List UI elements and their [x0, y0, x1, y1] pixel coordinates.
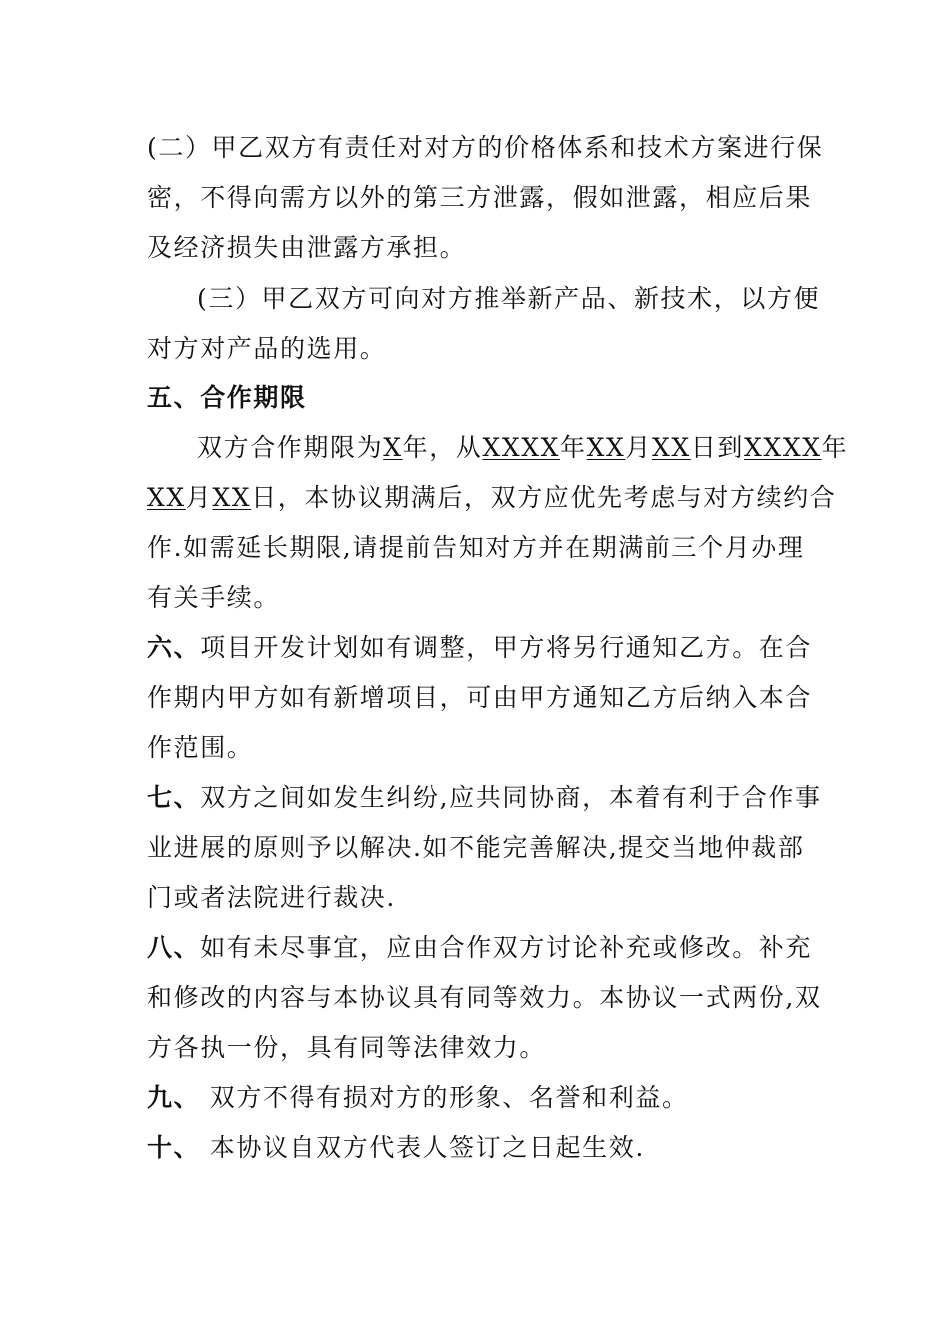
clause-4-3-line-1: (三）甲乙双方可向对方推举新产品、新技术，以方便	[197, 284, 821, 313]
section-7-line-3: 门或者法院进行裁决.	[147, 883, 396, 912]
section-7-number: 七、	[147, 783, 201, 812]
section-8-line-1	[147, 932, 812, 964]
term-years-field: X	[383, 433, 403, 462]
term-text: 月	[625, 433, 653, 462]
section-6-line-3: 作范围。	[147, 733, 254, 762]
section-10-line-1	[147, 1132, 645, 1164]
section-8-line-3: 方各执一份，具有同等法律效力。	[147, 1033, 547, 1062]
section-5-line-4: 有关手续。	[147, 583, 281, 612]
section-5-heading: 五、合作期限	[147, 383, 307, 412]
section-5-line-1	[197, 432, 848, 464]
section-6-number: 六、	[147, 633, 201, 662]
section-10-number: 十、	[147, 1133, 201, 1162]
term-text: 日到	[690, 433, 745, 462]
clause-4-2-line-3: 及经济损失由泄露方承担。	[147, 233, 467, 262]
clause-4-2-line-1: (二）甲乙双方有责任对对方的价格体系和技术方案进行保	[147, 133, 824, 162]
section-8-text: 如有未尽事宜，应由合作双方讨论补充或修改。补充	[200, 933, 813, 962]
section-7-line-1	[147, 782, 822, 814]
clause-4-2-line-2: 密，不得向需方以外的第三方泄露，假如泄露，相应后果	[147, 183, 813, 212]
end-year-field: XXXX	[744, 433, 822, 462]
term-text: 年	[560, 433, 587, 462]
start-year-field: XXXX	[482, 433, 561, 462]
section-5-line-2	[147, 482, 836, 514]
section-9-text: 双方不得有损对方的形象、名誉和利益。	[200, 1083, 689, 1112]
section-10-text: 本协议自双方代表人签订之日起生效.	[200, 1133, 645, 1162]
start-day-field: XX	[652, 433, 691, 462]
term-text: 年	[821, 433, 849, 462]
end-day-field: XX	[212, 483, 252, 512]
section-9-number: 九、	[147, 1083, 201, 1112]
section-5-line-3: 作.如需延长期限,请提前告知对方并在期满前三个月办理	[147, 533, 805, 562]
clause-4-3-line-2: 对方对产品的选用。	[147, 334, 387, 363]
section-6-line-1	[147, 632, 812, 664]
section-6-line-2: 作期内甲方如有新增项目，可由甲方通知乙方后纳入本合	[147, 683, 813, 712]
section-7-line-2: 业进展的原则予以解决.如不能完善解决,提交当地仲裁部	[147, 833, 805, 862]
start-month-field: XX	[586, 433, 626, 462]
term-text: 年，从	[402, 433, 483, 462]
section-6-text: 项目开发计划如有调整，甲方将另行通知乙方。在合	[200, 633, 813, 662]
term-text: 日，本协议期满后，双方应优先考虑与对方续约合	[251, 483, 837, 512]
section-7-text: 双方之间如发生纠纷,应共同协商，本着有利于合作事	[200, 783, 822, 812]
section-9-line-1	[147, 1082, 689, 1114]
section-8-number: 八、	[147, 933, 201, 962]
term-text: 月	[185, 483, 213, 512]
section-8-line-2: 和修改的内容与本协议具有同等效力。本协议一式两份,双	[147, 983, 822, 1012]
term-text: 双方合作期限为	[197, 433, 384, 462]
end-month-field: XX	[147, 483, 186, 512]
